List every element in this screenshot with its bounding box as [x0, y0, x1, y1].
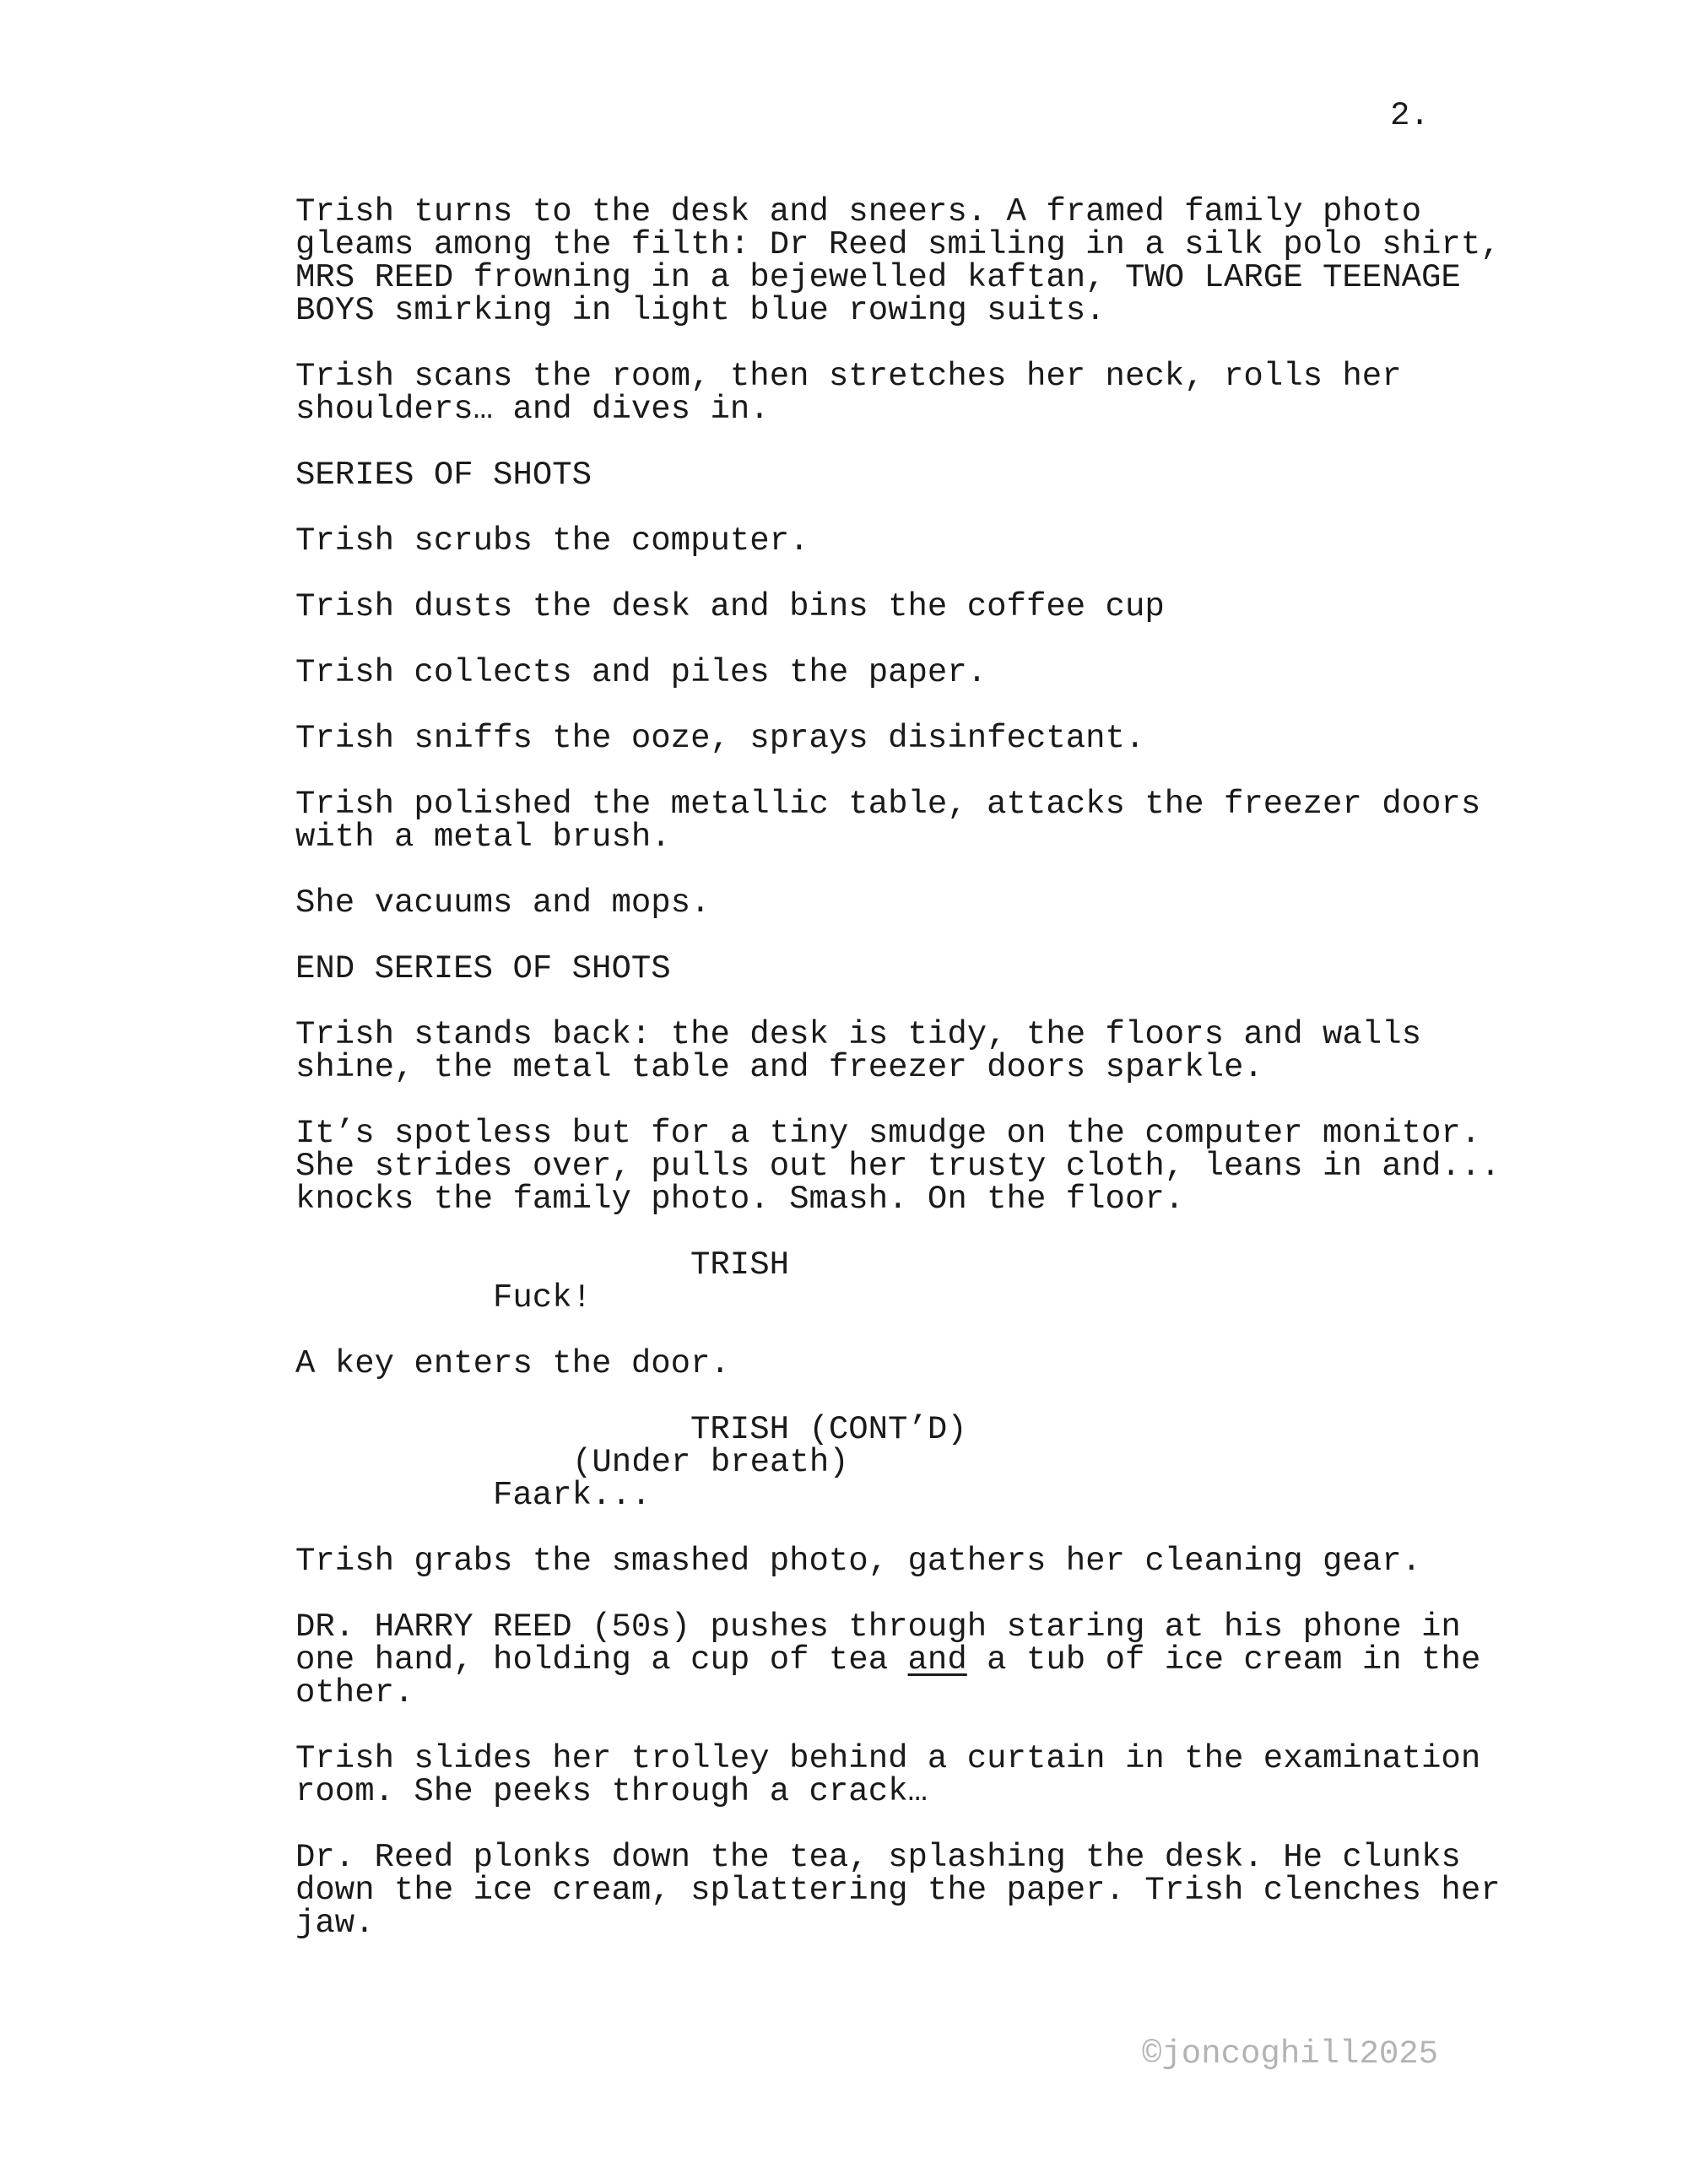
dialogue-line: Faark... — [493, 1477, 652, 1514]
action-line: jaw. — [295, 1905, 375, 1942]
action-line: It’s spotless but for a tiny smudge on the computer monitor. — [295, 1115, 1481, 1152]
action-line: She vacuums and mops. — [295, 884, 711, 922]
action-line: Trish scrubs the computer. — [295, 522, 809, 560]
action-line: shoulders… and dives in. — [295, 391, 770, 428]
character-cue: TRISH (CONT’D) — [690, 1411, 967, 1448]
action-line: BOYS smirking in light blue rowing suits. — [295, 292, 1106, 329]
series-of-shots-heading: SERIES OF SHOTS — [295, 457, 592, 494]
copyright-watermark: ©joncoghill2025 — [1142, 2035, 1439, 2073]
action-line: Trish grabs the smashed photo, gathers her cleaning gear. — [295, 1543, 1422, 1580]
action-line: Trish stands back: the desk is tidy, the floors and walls — [295, 1016, 1422, 1053]
action-line: Trish dusts the desk and bins the coffee cup — [295, 588, 1165, 625]
action-line: other. — [295, 1674, 414, 1711]
action-line: DR. HARRY REED (50s) pushes through staring at his phone in — [295, 1608, 1461, 1646]
parenthetical: (Under breath) — [572, 1444, 849, 1481]
line-segment: a tub of ice cream in the — [966, 1641, 1481, 1679]
action-line: with a metal brush. — [295, 819, 671, 856]
action-line: Trish scans the room, then stretches her neck, rolls her — [295, 358, 1402, 395]
action-line: Trish slides her trolley behind a curtain in the examination — [295, 1740, 1481, 1777]
action-line: MRS REED frowning in a bejewelled kaftan, TWO LARGE TEENAGE — [295, 259, 1461, 296]
end-series-of-shots-heading: END SERIES OF SHOTS — [295, 950, 671, 987]
action-line: gleams among the filth: Dr Reed smiling in a silk polo shirt, — [295, 226, 1501, 263]
dialogue-line: Fuck! — [493, 1279, 592, 1316]
action-line: She strides over, pulls out her trusty cloth, leans in and... — [295, 1148, 1501, 1185]
action-line: down the ice cream, splattering the paper. Trish clenches her — [295, 1872, 1501, 1909]
page-number: 2. — [1390, 97, 1430, 134]
character-cue: TRISH — [690, 1246, 790, 1284]
underlined-word: and — [907, 1641, 967, 1679]
action-line: shine, the metal table and freezer doors sparkle. — [295, 1049, 1263, 1086]
action-line — [295, 1641, 1481, 1679]
action-line: Trish turns to the desk and sneers. A framed family photo — [295, 193, 1422, 230]
action-line: A key enters the door. — [295, 1345, 730, 1382]
action-line: Trish sniffs the ooze, sprays disinfectant. — [295, 720, 1145, 757]
action-line: knocks the family photo. Smash. On the floor. — [295, 1181, 1185, 1218]
action-line: Trish collects and piles the paper. — [295, 654, 987, 691]
action-line: room. She peeks through a crack… — [295, 1773, 928, 1810]
action-line: Dr. Reed plonks down the tea, splashing the desk. He clunks — [295, 1839, 1461, 1876]
line-segment: one hand, holding a cup of tea — [295, 1641, 908, 1679]
action-line: Trish polished the metallic table, attacks the freezer doors — [295, 786, 1481, 823]
